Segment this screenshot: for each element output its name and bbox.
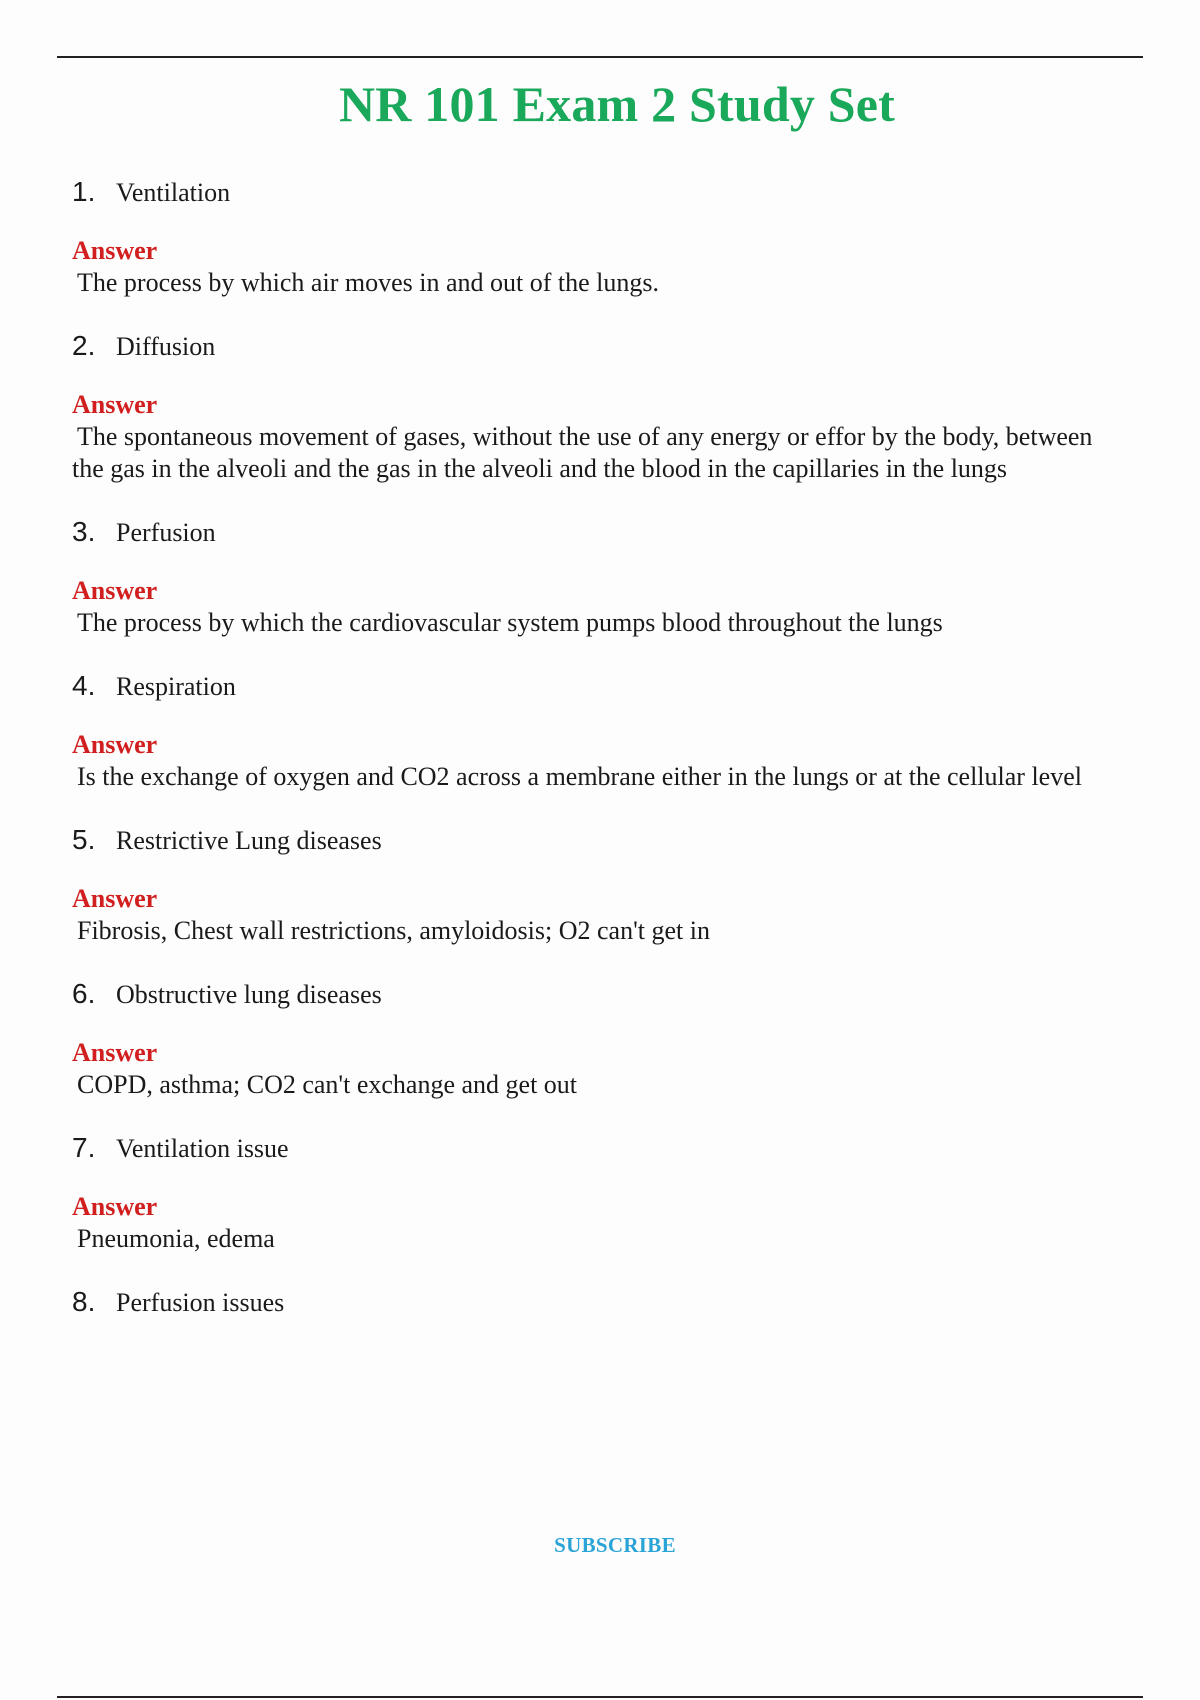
question-term: Ventilation bbox=[116, 178, 231, 207]
subscribe-link[interactable]: SUBSCRIBE bbox=[554, 1533, 676, 1557]
question-number: 5. bbox=[72, 824, 96, 855]
answer-text: Pneumonia, edema bbox=[77, 1224, 275, 1253]
question-row bbox=[72, 666, 1112, 706]
list-item bbox=[72, 974, 1112, 1128]
question-number: 7. bbox=[72, 1132, 96, 1163]
list-item bbox=[72, 1128, 1112, 1282]
answer-label: Answer bbox=[72, 884, 158, 913]
list-item bbox=[72, 820, 1112, 974]
list-item bbox=[72, 326, 1112, 512]
question-row bbox=[72, 1282, 1112, 1322]
question-number: 1. bbox=[72, 176, 96, 207]
question-number: 6. bbox=[72, 978, 96, 1009]
question-term: Diffusion bbox=[116, 332, 216, 361]
answer-label: Answer bbox=[72, 576, 158, 605]
question-row bbox=[72, 326, 1112, 366]
list-item bbox=[72, 1282, 1112, 1322]
question-row bbox=[72, 1128, 1112, 1168]
list-item bbox=[72, 172, 1112, 326]
question-term: Respiration bbox=[116, 672, 236, 701]
page-title: NR 101 Exam 2 Study Set bbox=[338, 76, 896, 132]
answer-text: Is the exchange of oxygen and CO2 across a membrane either in the lungs or at the cellular level bbox=[77, 762, 1082, 791]
question-row bbox=[72, 974, 1112, 1014]
answer-text: The spontaneous movement of gases, without the use of any energy or effor by the body, between the gas in the alveoli and the gas in the alveoli and the blood in the capillaries in the lungs bbox=[72, 422, 1093, 483]
question-term: Perfusion bbox=[116, 518, 216, 547]
top-divider bbox=[57, 56, 1143, 58]
question-term: Restrictive Lung diseases bbox=[116, 826, 382, 855]
answer-label: Answer bbox=[72, 1192, 158, 1221]
study-set-list bbox=[72, 172, 1112, 1322]
bottom-divider bbox=[57, 1696, 1143, 1698]
question-row bbox=[72, 172, 1112, 212]
list-item bbox=[72, 512, 1112, 666]
answer-label: Answer bbox=[72, 730, 158, 759]
answer-label: Answer bbox=[72, 390, 158, 419]
answer-text: The process by which the cardiovascular system pumps blood throughout the lungs bbox=[77, 608, 943, 637]
question-number: 2. bbox=[72, 330, 96, 361]
list-item bbox=[72, 666, 1112, 820]
answer-label: Answer bbox=[72, 236, 158, 265]
answer-text: Fibrosis, Chest wall restrictions, amyloidosis; O2 can't get in bbox=[77, 916, 710, 945]
question-row bbox=[72, 512, 1112, 552]
question-number: 3. bbox=[72, 516, 96, 547]
question-term: Ventilation issue bbox=[116, 1134, 289, 1163]
answer-label: Answer bbox=[72, 1038, 158, 1067]
question-number: 4. bbox=[72, 670, 96, 701]
question-number: 8. bbox=[72, 1286, 96, 1317]
answer-text: The process by which air moves in and out of the lungs. bbox=[77, 268, 659, 297]
answer-text: COPD, asthma; CO2 can't exchange and get out bbox=[77, 1070, 578, 1099]
question-term: Obstructive lung diseases bbox=[116, 980, 382, 1009]
question-row bbox=[72, 820, 1112, 860]
question-term: Perfusion issues bbox=[116, 1288, 285, 1317]
